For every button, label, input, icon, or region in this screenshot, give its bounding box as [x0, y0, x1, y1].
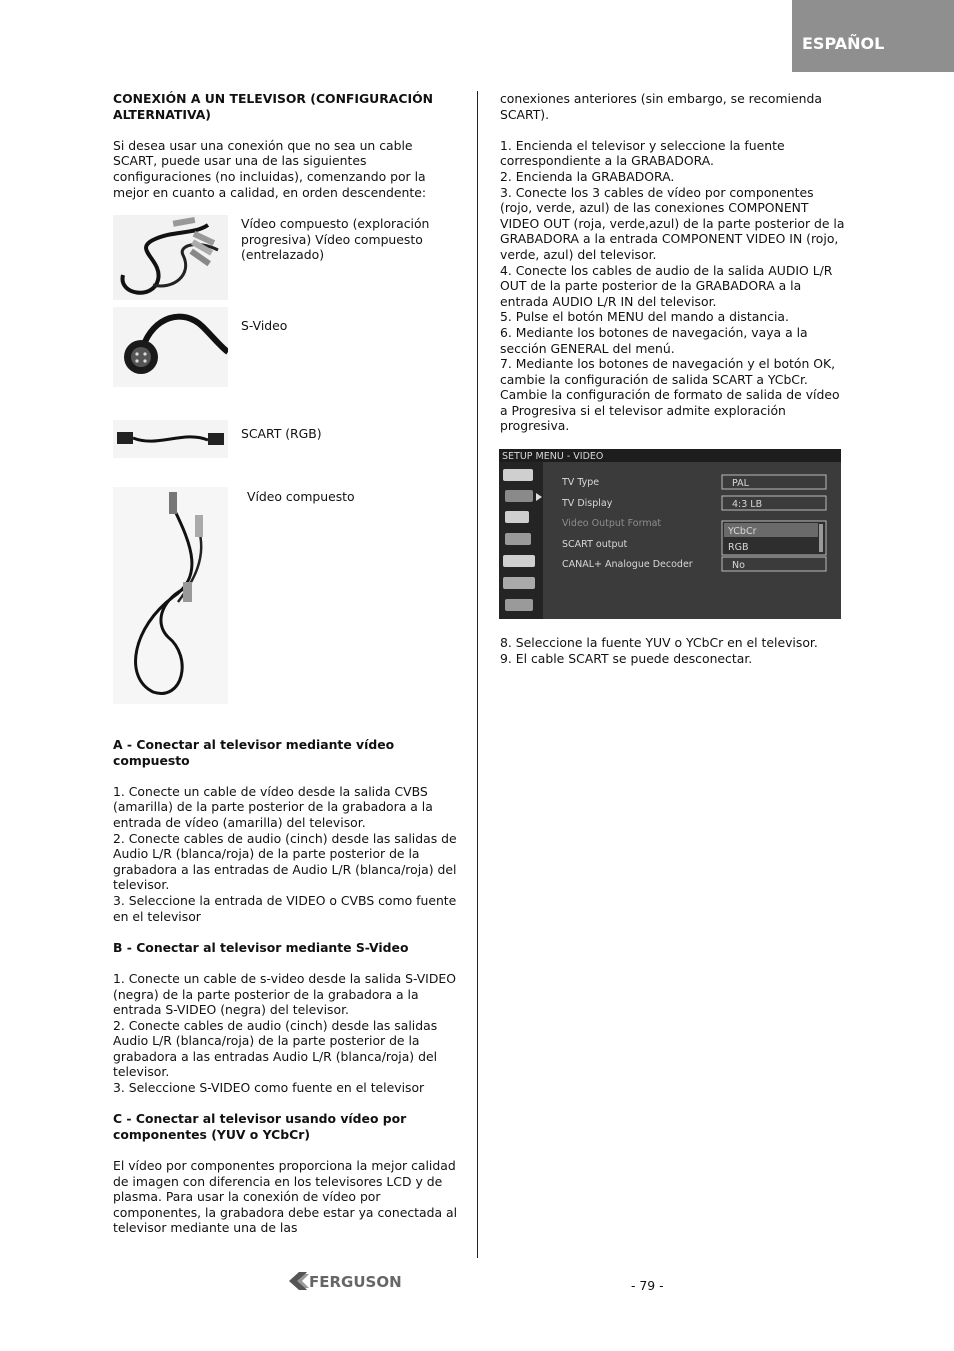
- column-divider: [477, 91, 478, 1258]
- menu-row-label: SCART output: [562, 539, 628, 550]
- svideo-cable-image: [113, 307, 228, 387]
- menu-row-label: TV Display: [562, 498, 613, 509]
- right-step: 6. Mediante los botones de navegación, vaya a la sección GENERAL del menú.: [500, 324, 808, 356]
- section-c-body: El vídeo por componentes proporciona la mejor calidad de imagen con diferencia en los televisores LCD y de plasma. Para usar la conexión de vídeo por componentes, la grabadora debe estar ya conectada al televisor mediante una de las: [113, 1158, 458, 1236]
- section-b-heading: B - Conectar al televisor mediante S-Video: [113, 939, 409, 955]
- page-number: - 79 -: [631, 1278, 664, 1293]
- section-a-step: 2. Conecte cables de audio (cinch) desde las salidas de Audio L/R (blanca/roja) de la parte posterior de la grabadora a las entradas de Audio L/R (blanca/roja) del televisor.: [113, 830, 457, 893]
- menu-row-label: Video Output Format: [562, 518, 662, 529]
- scart-cable-image: [113, 420, 228, 458]
- dropdown-option: YCbCr: [728, 526, 757, 537]
- section-a-step: 1. Conecte un cable de vídeo desde la salida CVBS (amarilla) de la parte posterior de la grabadora a la entrada de vídeo (amarilla) del televisor.: [113, 783, 433, 830]
- right-step: 7. Mediante los botones de navegación y el botón OK, cambie la configuración de salida SCART a YCbCr. Cambie la configuración de formato de salida de vídeo a Progresiva si el televisor admite exploración progresiva.: [500, 356, 840, 434]
- menu-title: SETUP MENU - VIDEO: [502, 451, 604, 462]
- section-b-step: 2. Conecte cables de audio (cinch) desde las salidas Audio L/R (blanca/roja) de la parte posterior de la grabadora a las entradas Audio L/R (blanca/roja) del televisor.: [113, 1017, 438, 1080]
- menu-row-label: TV Type: [562, 477, 600, 488]
- right-step: 5. Pulse el botón MENU del mando a distancia.: [500, 309, 789, 325]
- section-title: CONEXIÓN A UN TELEVISOR (CONFIGURACIÓN ALTERNATIVA): [113, 91, 433, 122]
- menu-row-value: No: [732, 560, 745, 571]
- language-tab: ESPAÑOL: [792, 0, 954, 72]
- section-b-step: 3. Seleccione S-VIDEO como fuente en el televisor: [113, 1080, 425, 1096]
- composite-cable-image: [113, 487, 228, 704]
- right-step: 4. Conecte los cables de audio de la salida AUDIO L/R OUT de la parte posterior de la GRABADORA a la entrada AUDIO L/R IN del televisor.: [500, 262, 833, 309]
- setup-menu-screenshot: [499, 449, 841, 619]
- right-step: 1. Encienda el televisor y seleccione la fuente correspondiente a la GRABADORA.: [500, 137, 785, 169]
- caption-composite: Vídeo compuesto: [247, 489, 355, 504]
- right-step: 3. Conecte los 3 cables de vídeo por componentes (rojo, verde, azul) de las conexiones COMPONENT VIDEO OUT (roja, verde,azul) de la parte posterior de la GRABADORA a la entrada COMPONENT VIDEO IN (rojo, verde, azul) del televisor.: [500, 184, 845, 262]
- menu-row-value: 4:3 LB: [732, 499, 763, 510]
- left-column-intro: [113, 91, 458, 200]
- section-c-heading: C - Conectar al televisor usando vídeo por componentes (YUV o YCbCr): [113, 1111, 407, 1142]
- intro-paragraph: Si desea usar una conexión que no sea un cable SCART, puede usar una de las siguientes configuraciones (no incluidas), comenzando por la mejor en cuanto a calidad, en orden descendente:: [113, 137, 427, 200]
- section-a-step: 3. Seleccione la entrada de VIDEO o CVBS como fuente en el televisor: [113, 892, 457, 924]
- component-cable-image: [113, 215, 228, 300]
- right-column: [500, 91, 845, 434]
- right-step: 2. Encienda la GRABADORA.: [500, 168, 675, 184]
- continued-text: conexiones anteriores (sin embargo, se recomienda SCART).: [500, 91, 822, 122]
- left-column-sections: [113, 737, 458, 1236]
- menu-row-value: PAL: [732, 478, 749, 489]
- caption-component: Vídeo compuesto (exploración progresiva) Vídeo compuesto (entrelazado): [241, 216, 430, 263]
- dropdown-option: RGB: [728, 542, 749, 553]
- right-column-after: [500, 635, 845, 666]
- ferguson-logo: [287, 1270, 433, 1292]
- right-step: 9. El cable SCART se puede desconectar.: [500, 650, 753, 666]
- caption-scart: SCART (RGB): [241, 426, 322, 441]
- menu-row-label: CANAL+ Analogue Decoder: [562, 559, 693, 570]
- ferguson-wordmark: FERGUSON: [309, 1273, 402, 1291]
- section-b-step: 1. Conecte un cable de s-video desde la salida S-VIDEO (negra) de la parte posterior de la grabadora a la entrada S-VIDEO (negra) del televisor.: [113, 970, 456, 1018]
- section-a-heading: A - Conectar al televisor mediante vídeo compuesto: [113, 737, 395, 768]
- right-step: 8. Seleccione la fuente YUV o YCbCr en el televisor.: [500, 635, 818, 650]
- caption-svideo: S-Video: [241, 318, 288, 333]
